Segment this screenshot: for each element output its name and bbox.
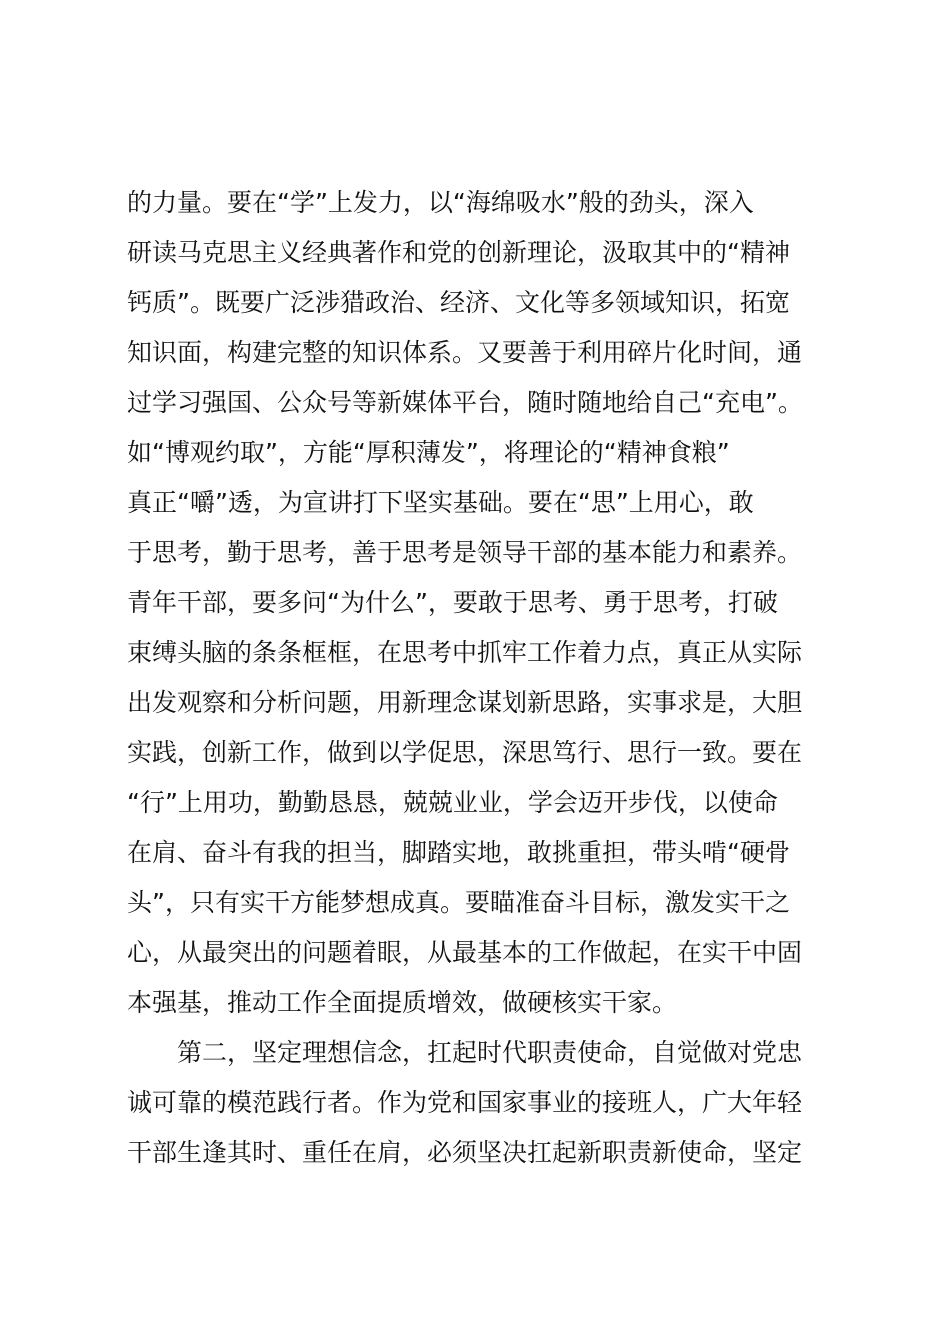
text-line: 头”，只有实干方能梦想成真。要瞄准奋斗目标，激发实干之	[127, 888, 790, 917]
text-line: 真正“嚼”透，为宣讲打下坚实基础。要在“思”上用心，敢	[127, 488, 754, 517]
paragraph-2	[127, 1028, 847, 1178]
text-line: 于思考，勤于思考，善于思考是领导干部的基本能力和素养。	[127, 538, 803, 567]
text-line: 本强基，推动工作全面提质增效，做硬核实干家。	[127, 988, 678, 1017]
text-line: 如“博观约取”，方能“厚积薄发”，将理论的“精神食粮”	[127, 438, 730, 467]
text-line: “行”上用功，勤勤恳恳，兢兢业业，学会迈开步伐，以使命	[127, 788, 778, 817]
text-line: 心，从最突出的问题着眼，从最基本的工作做起，在实干中固	[127, 938, 803, 967]
text-line: 第二，坚定理想信念，扛起时代职责使命，自觉做对党忠	[177, 1038, 803, 1067]
text-line: 钙质”。既要广泛涉猎政治、经济、文化等多领域知识，拓宽	[127, 288, 790, 317]
text-line: 干部生逢其时、重任在肩，必须坚决扛起新职责新使命，坚定	[127, 1138, 803, 1167]
text-line: 研读马克思主义经典著作和党的创新理论，汲取其中的“精神	[127, 238, 790, 267]
text-line: 出发观察和分析问题，用新理念谋划新思路，实事求是，大胆	[127, 688, 803, 717]
text-line: 在肩、奋斗有我的担当，脚踏实地，敢挑重担，带头啃“硬骨	[127, 838, 790, 867]
text-line: 青年干部，要多问“为什么”，要敢于思考、勇于思考，打破	[127, 588, 778, 617]
text-line: 束缚头脑的条条框框，在思考中抓牢工作着力点，真正从实际	[127, 638, 803, 667]
text-line: 诚可靠的模范践行者。作为党和国家事业的接班人，广大年轻	[127, 1088, 803, 1117]
text-line: 知识面，构建完整的知识体系。又要善于利用碎片化时间，通	[127, 338, 803, 367]
text-line: 过学习强国、公众号等新媒体平台，随时随地给自己“充电”。	[127, 388, 803, 417]
body-text	[127, 178, 847, 1178]
text-line: 实践，创新工作，做到以学促思，深思笃行、思行一致。要在	[127, 738, 803, 767]
text-line: 的力量。要在“学”上发力，以“海绵吸水”般的劲头，深入	[127, 188, 754, 217]
paragraph-1	[127, 178, 847, 1028]
